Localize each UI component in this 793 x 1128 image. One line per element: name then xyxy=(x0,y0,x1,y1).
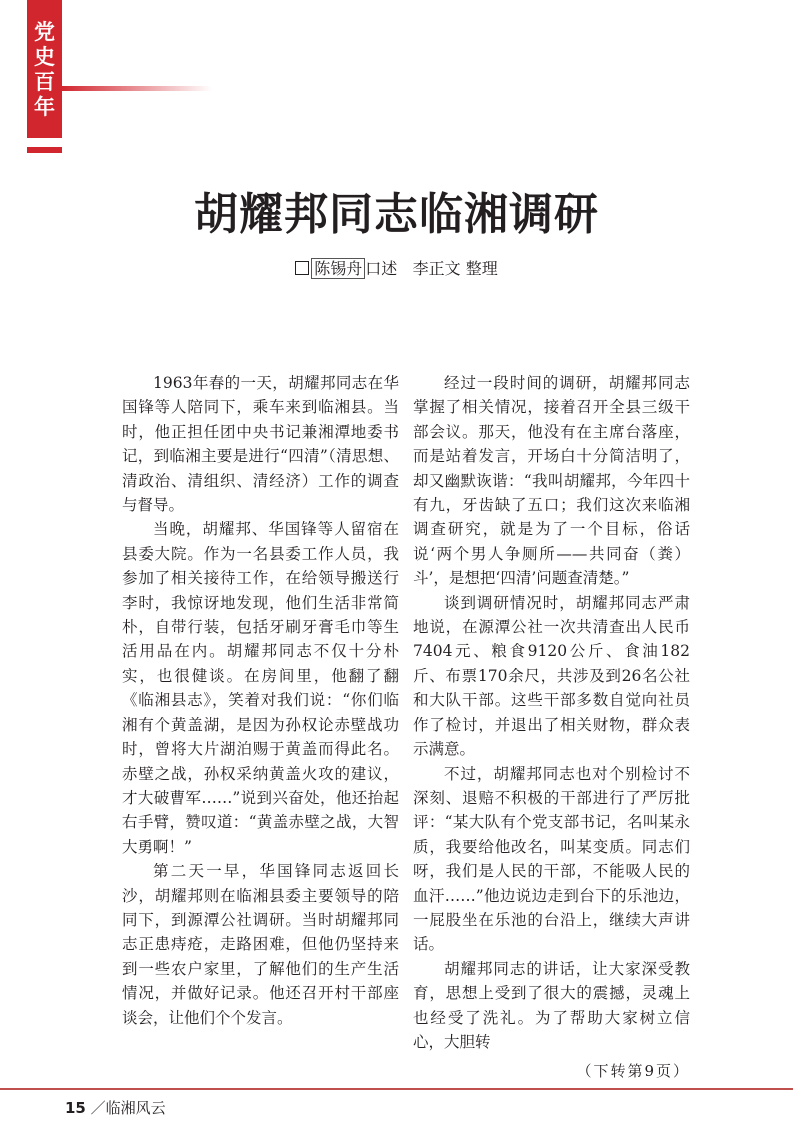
paragraph: 经过一段时间的调研，胡耀邦同志掌握了相关情况，接着召开全县三级干部会议。那天，他没有在主席台落座，而是站着发言，开场白十分简洁明了，却又幽默诙谐：“我叫胡耀邦，今年四十有九，牙齿缺了五口；我们这次来临湘调查研究，就是为了一个目标，俗话说‘两个男人争厕所——共同奋（粪）斗’，是想把‘四清’问题查清楚。” xyxy=(413,374,690,588)
paragraph: 胡耀邦同志的讲话，让大家深受教育，思想上受到了很大的震撼，灵魂上也经受了洗礼。为了帮助大家树立信心，大胆转 xyxy=(413,959,690,1051)
paragraph: 谈到调研情况时，胡耀邦同志严肃地说，在源潭公社一次共清查出人民币7404元、粮食9120公斤、食油182斤、布票170余尺，共涉及到26名公社和大队干部。这些干部多数自觉向社员作了检讨，并退出了相关财物，群众表示满意。 xyxy=(413,593,690,759)
continued-note: （下转第9页） xyxy=(576,1062,690,1081)
narrator-name: 陈锡舟 xyxy=(311,258,365,279)
columns xyxy=(122,371,690,1054)
section-tag-char: 史 xyxy=(34,44,55,69)
section-tag-char: 百 xyxy=(34,69,55,94)
footer-rule xyxy=(0,1088,793,1090)
paragraph: 不过，胡耀邦同志也对个别检讨不深刻、退赔不积极的干部进行了严厉批评：“某大队有个党支部书记，名叫某永质，我要给他改名，叫某变质。同志们呀，我们是人民的干部，不能吸人民的血汗……”他边说边走到台下的乐池边，一屁股坐在乐池的台沿上，继续大声讲话。 xyxy=(413,764,690,954)
page-number: 15 xyxy=(65,1099,86,1118)
box-icon xyxy=(295,261,309,275)
paragraph: 第二天一早，华国锋同志返回长沙，胡耀邦则在临湘县委主要领导的陪同下，到源潭公社调研。当时胡耀邦同志正患痔疮，走路困难，但他仍坚持来到一些农户家里，了解他们的生产生活情况，并做好记录。他还召开村干部座谈会，让他们个个发言。 xyxy=(122,862,399,1027)
section-tag-underline xyxy=(27,147,62,153)
right-column xyxy=(413,371,690,1054)
footer-separator: ／ xyxy=(90,1099,106,1118)
narrated-label: 口述 xyxy=(365,259,398,278)
footer xyxy=(65,1098,793,1128)
decorative-gradient-line xyxy=(62,86,212,91)
section-tag-char: 党 xyxy=(34,19,55,44)
byline xyxy=(0,258,793,280)
article-title: 胡耀邦同志临湘调研 xyxy=(194,189,599,240)
section-tag-char: 年 xyxy=(34,94,55,119)
paragraph: 1963年春的一天，胡耀邦同志在华国锋等人陪同下，乘车来到临湘县。当时，他正担任团中央书记兼湘潭地委书记，到临湘主要是进行“四清”（清思想、清政治、清组织、清经济）工作的调查与督导。 xyxy=(122,374,399,515)
magazine-name: 临湘风云 xyxy=(105,1099,166,1118)
editor-name: 李正文 xyxy=(412,259,461,278)
paragraph: 当晚，胡耀邦、华国锋等人留宿在县委大院。作为一名县委工作人员，我参加了相关接待工作，在给领导搬送行李时，我惊讶地发现，他们生活非常简朴，自带行装，包括牙刷牙膏毛巾等生活用品在内。胡耀邦同志不仅十分朴实，也很健谈。在房间里，他翻了翻《临湘县志》，笑着对我们说：“你们临湘有个黄盖湖，是因为孙权论赤壁战功时，曾将大片湖泊赐于黄盖而得此名。赤壁之战，孙权采纳黄盖火攻的建议，才大破曹军……”说到兴奋处，他还抬起右手臂，赞叹道：“黄盖赤壁之战，大智大勇啊！” xyxy=(122,520,399,856)
section-tag xyxy=(27,0,62,138)
edited-label: 整理 xyxy=(465,259,498,278)
left-column xyxy=(122,371,399,1030)
